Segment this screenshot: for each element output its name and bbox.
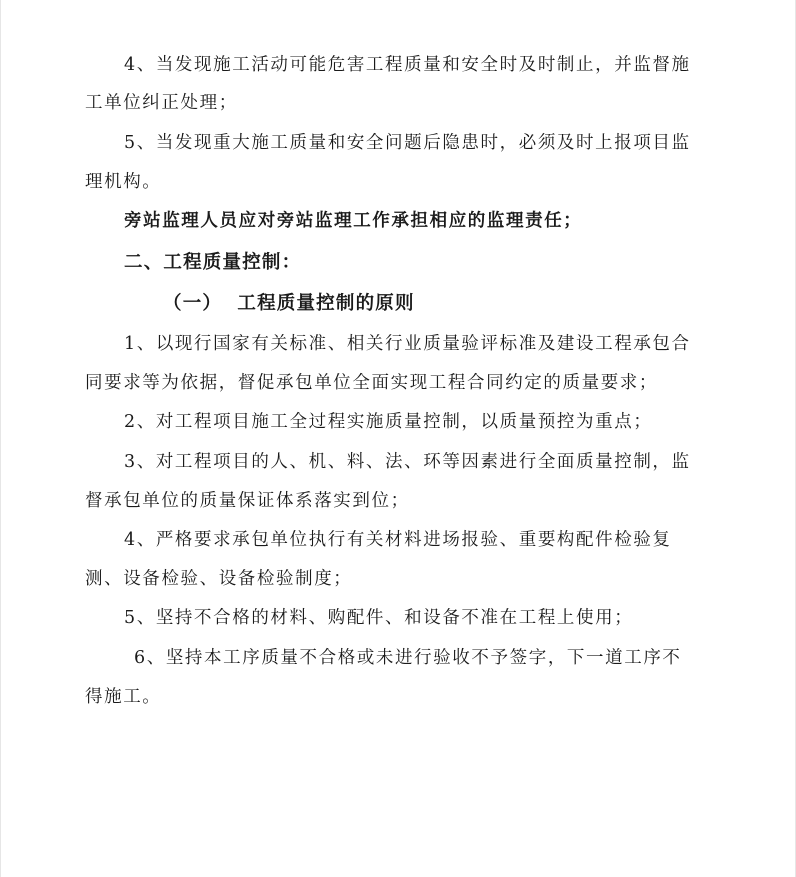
paragraph-line: 4、严格要求承包单位执行有关材料进场报验、重要构配件检验复 [124, 530, 672, 550]
paragraph-line: 3、对工程项目的人、机、料、法、环等因素进行全面质量控制，监 [124, 452, 691, 472]
section-heading: 二、工程质量控制： [124, 252, 302, 273]
responsibility-statement: 旁站监理人员应对旁站监理工作承担相应的监理责任； [124, 211, 583, 231]
paragraph-line: 测、设备检验、设备检验制度； [85, 569, 353, 589]
paragraph-line: 督承包单位的质量保证体系落实到位； [85, 491, 410, 511]
paragraph-line: 工单位纠正处理； [85, 93, 238, 113]
paragraph-line: 2、对工程项目施工全过程实施质量控制，以质量预控为重点； [124, 412, 653, 432]
paragraph-line: 5、当发现重大施工质量和安全问题后隐患时，必须及时上报项目监 [124, 133, 691, 153]
paragraph-line: 6、坚持本工序质量不合格或未进行验收不予签字，下一道工序不 [134, 648, 682, 668]
paragraph-line: 5、坚持不合格的材料、购配件、和设备不准在工程上使用； [124, 608, 634, 628]
paragraph-line: 理机构。 [85, 172, 162, 192]
subsection-heading: （一） 工程质量控制的原则 [163, 293, 415, 314]
paragraph-line: 得施工。 [85, 687, 162, 707]
paragraph-line: 1、以现行国家有关标准、相关行业质量验评标准及建设工程承包合 [124, 334, 691, 354]
paragraph-line: 4、当发现施工活动可能危害工程质量和安全时及时制止，并监督施 [124, 55, 691, 75]
paragraph-line: 同要求等为依据，督促承包单位全面实现工程合同约定的质量要求； [85, 373, 658, 393]
